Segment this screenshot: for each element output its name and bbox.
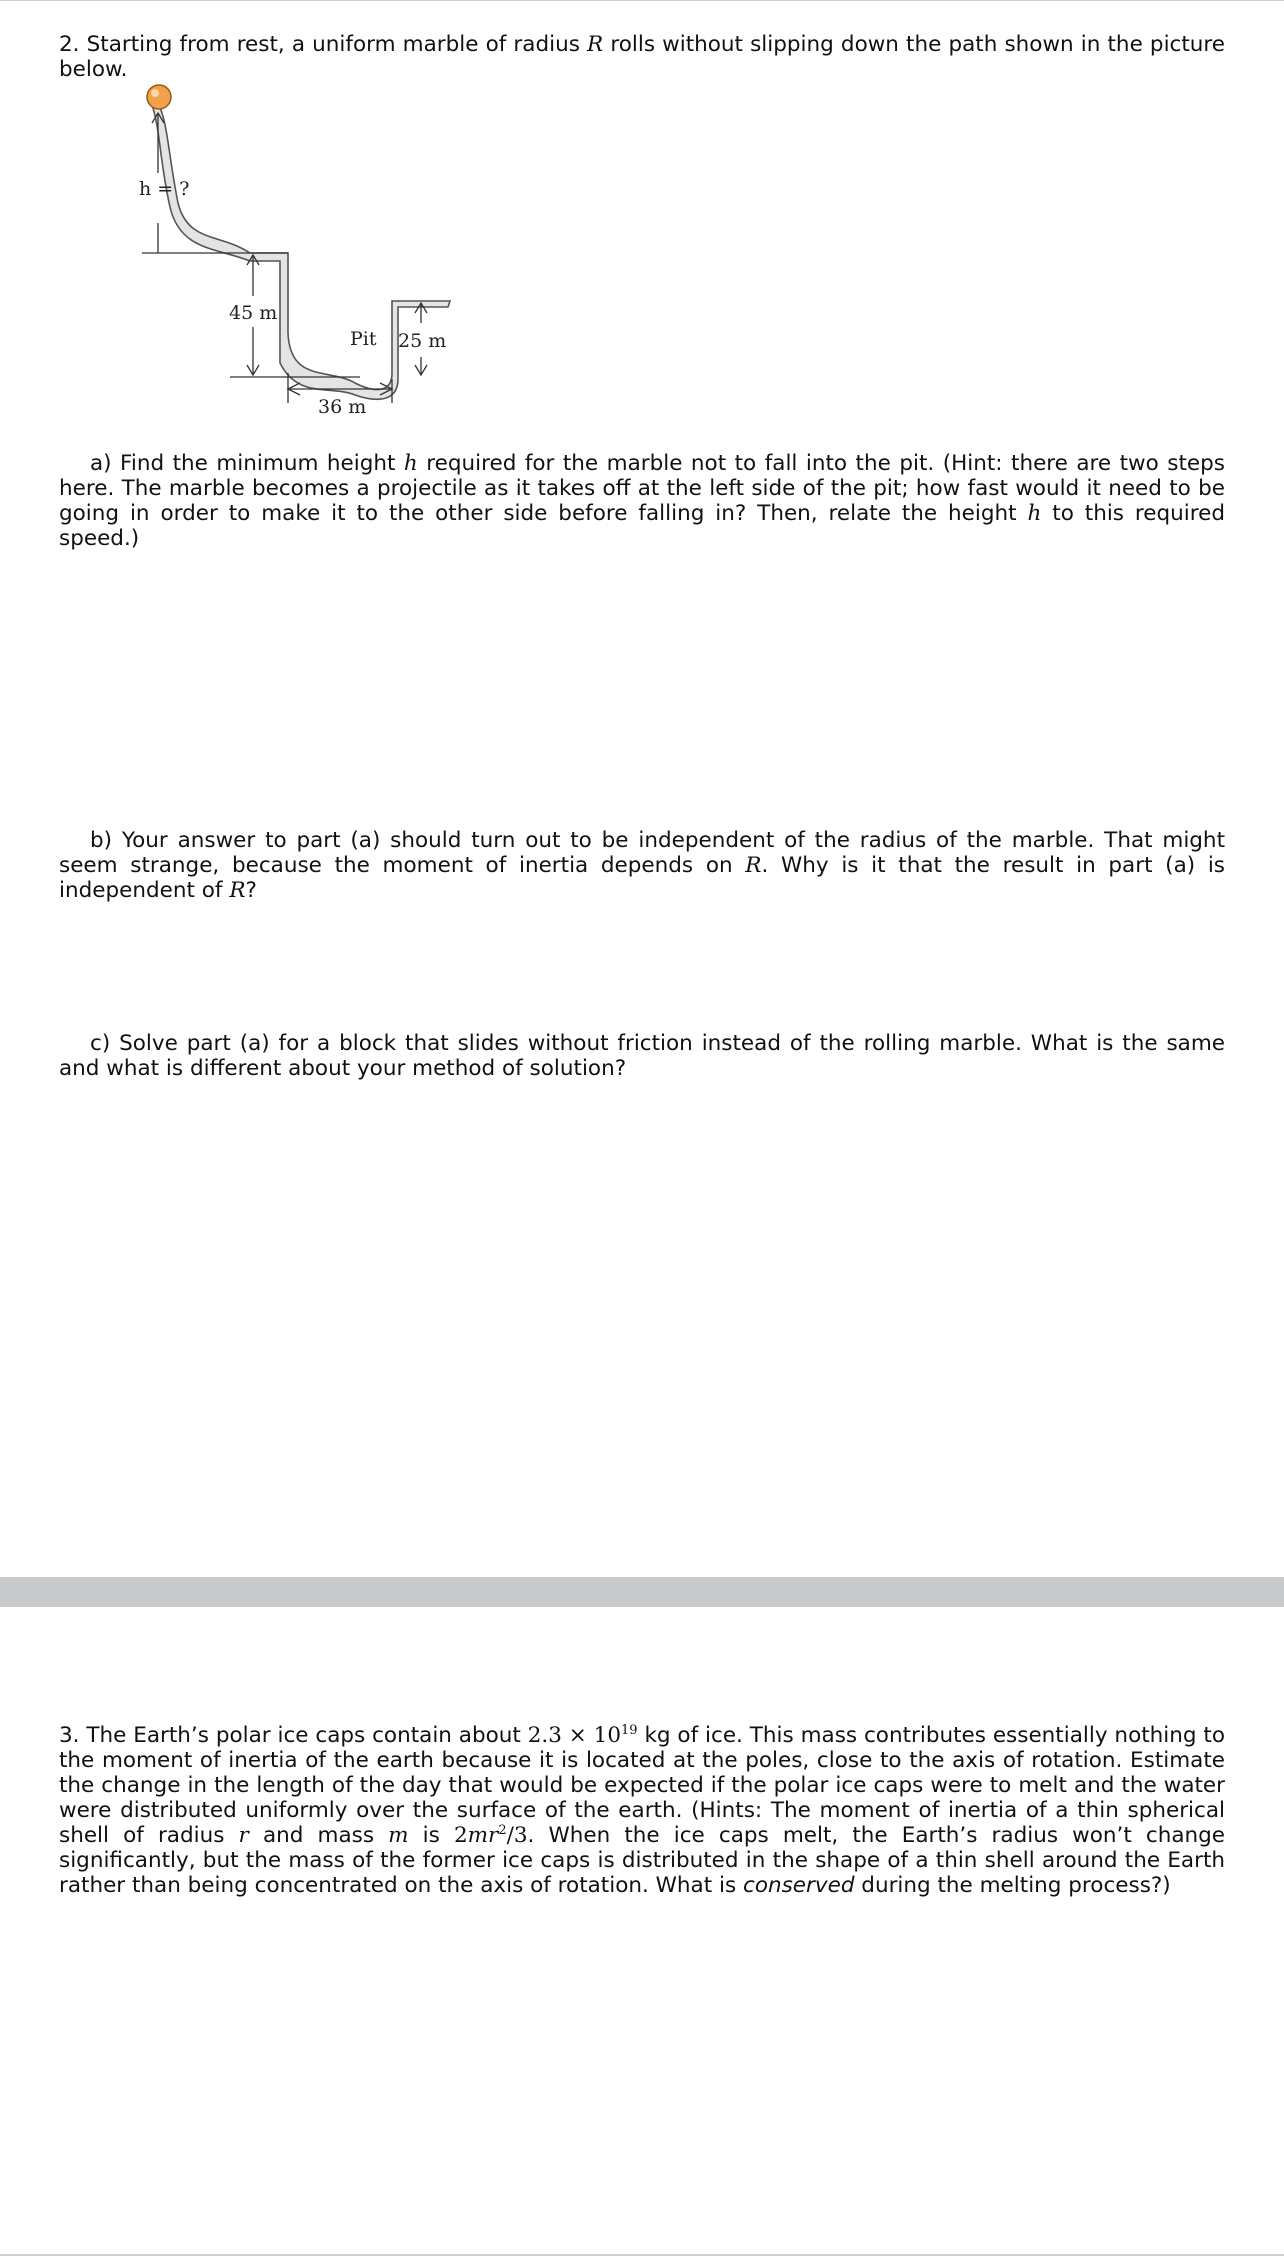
label-pit: Pit <box>350 328 377 350</box>
problem-3-statement: 3. The Earth’s polar ice caps contain about $2.3 \times 10^{19}$ kg of ice. This mass contributes essentially nothing to the moment of inertia of the earth because it is located at the poles, close to the axis of rotation. Estimate the change in the length of the day that would be expected if the polar ice caps were to melt and the water were distributed uniformly over the surface of the earth. (Hints: The moment of inertia of a thin spherical shell of radius r and mass m is $2mr^2/3$. When the ice caps melt, the Earth’s radius won’t change significantly, but the mass of the former ice caps is distributed in the shape of a thin shell around the Earth rather than being concentrated on the axis of rotation. What is conserved during the melting process?) <box>59 1722 1226 1898</box>
label-25m: 25 m <box>398 330 447 352</box>
label-36m: 36 m <box>318 396 367 418</box>
ice-mass-value: $2.3 \times 10^{19}$ <box>527 1722 638 1748</box>
marble-highlight <box>151 89 159 97</box>
shell-inertia-formula: $2mr^2/3$ <box>453 1822 528 1848</box>
h-label: h = ? <box>139 178 190 200</box>
track-shape <box>152 103 450 399</box>
marble <box>147 85 171 109</box>
marble-path-figure <box>130 83 460 423</box>
page-divider <box>0 1577 1284 1607</box>
var-R: R <box>587 32 604 57</box>
problem-2-statement: 2. Starting from rest, a uniform marble of radius R rolls without slipping down the path shown in the picture below. <box>59 32 1226 82</box>
top-rule <box>0 0 1284 1</box>
part-a: a) Find the minimum height h required for the marble not to fall into the pit. (Hint: there are two steps here. The marble becomes a projectile as it takes off at the left side of the pit; how fast would it need to be going in order to make it to the other side before falling in? Then, relate the height h to this required speed.) <box>59 451 1225 551</box>
part-b: b) Your answer to part (a) should turn out to be independent of the radius of the marble. That might seem strange, because the moment of inertia depends on R. Why is it that the result in part (a) is independent of R? <box>59 828 1225 903</box>
part-c: c) Solve part (a) for a block that slides without friction instead of the rolling marble. What is the same and what is different about your method of solution? <box>59 1031 1225 1081</box>
label-45m: 45 m <box>229 302 278 324</box>
